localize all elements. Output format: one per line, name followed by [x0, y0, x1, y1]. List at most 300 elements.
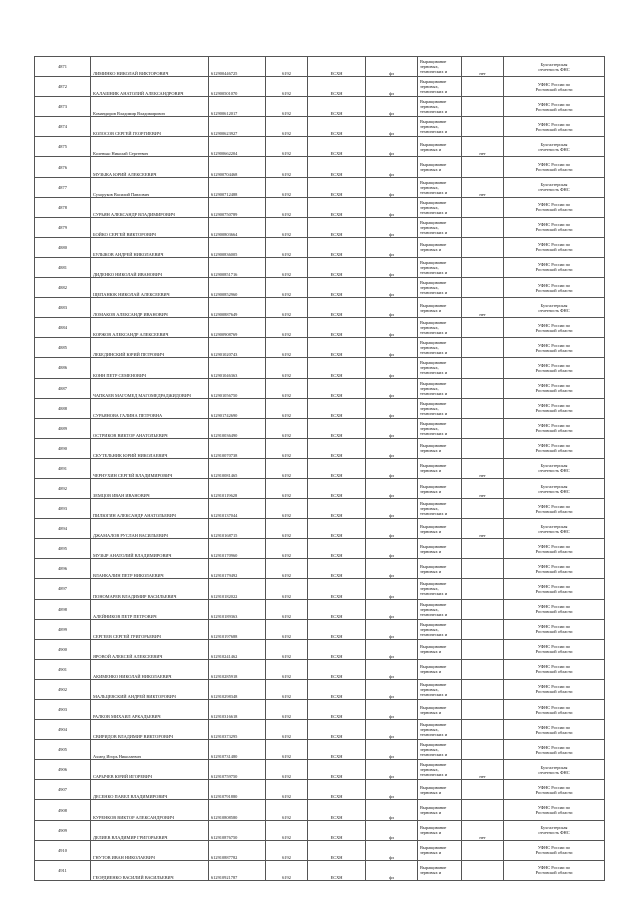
- activity-line: технических и: [420, 430, 448, 436]
- tax-regime: ЕСХН: [308, 499, 366, 519]
- flag-value: [462, 318, 504, 338]
- activity-line: зерновых,: [420, 325, 439, 331]
- source-department: [504, 820, 605, 840]
- tax-office-code: 6192: [266, 117, 308, 137]
- activity-description: [418, 157, 462, 177]
- table-row: [35, 800, 605, 820]
- activity-line: Выращивание: [420, 219, 447, 225]
- department-line: Ростовской области: [535, 126, 573, 132]
- activity-line: технических и: [420, 390, 448, 396]
- source-department: [504, 438, 605, 458]
- taxpayer-inn: 612910808580: [209, 800, 266, 820]
- flag-value: [462, 237, 504, 257]
- table-row: [35, 639, 605, 659]
- taxpayer-inn: 612900908769: [209, 318, 266, 338]
- source-department: [504, 318, 605, 338]
- tax-regime: ЕСХН: [308, 157, 366, 177]
- activity-line: Выращивание: [420, 865, 447, 871]
- activity-line: зерновых,: [420, 727, 439, 733]
- department-line: отчетность ФНС: [538, 468, 570, 474]
- activity-line: Выращивание: [420, 302, 447, 308]
- row-number: 4900: [35, 639, 91, 659]
- taxpayer-name: СВИРИДОВ ВЛАДИМИР ВИКТОРОВИЧ: [91, 720, 209, 740]
- tax-regime: ЕСХН: [308, 679, 366, 699]
- taxpayer-name: СКУТЕЛЬНИК ЮРИЙ НИКОЛАЕВИЧ: [91, 438, 209, 458]
- tax-office-code: 6192: [266, 318, 308, 338]
- row-number: 4893: [35, 499, 91, 519]
- taxpayer-name: КУРЕНКОВ ВИКТОР АЛЕКСАНДРОВИЧ: [91, 800, 209, 820]
- taxpayer-name: ВЛАНКАЛИН ПЕТР НИКОЛАЕВИЧ: [91, 559, 209, 579]
- activity-description: [418, 579, 462, 599]
- source-department: [504, 840, 605, 860]
- taxpayer-name: МУЗЫР АНАТОЛИЙ ВЛАДИМИРОВИЧ: [91, 539, 209, 559]
- tax-regime: ЕСХН: [308, 278, 366, 298]
- activity-description: [418, 720, 462, 740]
- table-row: [35, 720, 605, 740]
- activity-line: зерновых и: [420, 830, 442, 836]
- source-department: [504, 800, 605, 820]
- table-row: [35, 257, 605, 277]
- activity-line: зерновых,: [420, 767, 439, 773]
- department-line: Ростовской области: [535, 347, 573, 353]
- department-line: УФНС России по: [537, 282, 571, 288]
- table-row: [35, 760, 605, 780]
- tax-office-code: 6192: [266, 278, 308, 298]
- department-line: Ростовской области: [535, 749, 573, 755]
- person-kind: фл: [366, 619, 418, 639]
- activity-description: [418, 338, 462, 358]
- department-line: УФНС России по: [537, 202, 571, 208]
- department-line: Ростовской области: [535, 669, 573, 675]
- source-department: [504, 860, 605, 880]
- row-number: 4899: [35, 619, 91, 639]
- source-department: [504, 378, 605, 398]
- taxpayer-inn: 612901020743: [209, 338, 266, 358]
- table-row: [35, 579, 605, 599]
- person-kind: фл: [366, 418, 418, 438]
- activity-description: [418, 77, 462, 97]
- row-number: 4898: [35, 599, 91, 619]
- tax-office-code: 6192: [266, 97, 308, 117]
- taxpayer-inn: 612900712488: [209, 177, 266, 197]
- tax-office-code: 6192: [266, 398, 308, 418]
- activity-line: технических и: [420, 772, 448, 778]
- flag-value: [462, 700, 504, 720]
- source-department: [504, 780, 605, 800]
- tax-office-code: 6192: [266, 257, 308, 277]
- activity-description: [418, 700, 462, 720]
- row-number: 4885: [35, 338, 91, 358]
- activity-line: зерновых и: [420, 528, 442, 534]
- source-department: [504, 740, 605, 760]
- source-department: [504, 117, 605, 137]
- activity-line: технических и: [420, 89, 448, 95]
- activity-line: зерновых,: [420, 64, 439, 70]
- department-line: УФНС России по: [537, 101, 571, 107]
- tax-regime: ЕСХН: [308, 237, 366, 257]
- tax-office-code: 6192: [266, 840, 308, 860]
- row-number: 4886: [35, 358, 91, 378]
- flag-value: [462, 378, 504, 398]
- table-row: [35, 318, 605, 338]
- taxpayer-name: ЧАПКАЕВ МАГОМЕД МАГОМЕДРАДЖИДОВИЧ: [91, 378, 209, 398]
- activity-line: зерновых,: [420, 626, 439, 632]
- tax-regime: ЕСХН: [308, 217, 366, 237]
- tax-regime: ЕСХН: [308, 418, 366, 438]
- department-line: УФНС России по: [537, 121, 571, 127]
- department-line: Ростовской области: [535, 327, 573, 333]
- person-kind: фл: [366, 97, 418, 117]
- table-row: [35, 298, 605, 318]
- table-row: [35, 599, 605, 619]
- activity-description: [418, 679, 462, 699]
- taxpayer-inn: 612900612017: [209, 97, 266, 117]
- activity-description: [418, 278, 462, 298]
- person-kind: фл: [366, 499, 418, 519]
- taxpayer-name: ПОНОМАРЕВ ВЛАДИМИР ВАСИЛЬЕВИЧ: [91, 579, 209, 599]
- source-department: [504, 137, 605, 157]
- department-line: УФНС России по: [537, 403, 571, 409]
- flag-value: [462, 559, 504, 579]
- department-line: УФНС России по: [537, 644, 571, 650]
- person-kind: фл: [366, 438, 418, 458]
- activity-line: Выращивание: [420, 259, 447, 265]
- activity-line: зерновых,: [420, 285, 439, 291]
- taxpayer-inn: 612910876750: [209, 820, 266, 840]
- person-kind: фл: [366, 840, 418, 860]
- department-line: УФНС России по: [537, 784, 571, 790]
- taxpayer-name: ГНУТОВ ИВАН НИКОЛАЕВИЧ: [91, 840, 209, 860]
- taxpayer-name: Коленько Николай Сергеевич: [91, 137, 209, 157]
- person-kind: фл: [366, 740, 418, 760]
- activity-description: [418, 499, 462, 519]
- person-kind: фл: [366, 519, 418, 539]
- tax-office-code: 6192: [266, 760, 308, 780]
- table-row: [35, 539, 605, 559]
- flag-value: [462, 659, 504, 679]
- flag-value: [462, 257, 504, 277]
- source-department: [504, 197, 605, 217]
- taxpayer-inn: 612910081465: [209, 458, 266, 478]
- source-department: [504, 77, 605, 97]
- flag-value: нет: [462, 177, 504, 197]
- activity-line: зерновых,: [420, 184, 439, 190]
- activity-description: [418, 519, 462, 539]
- person-kind: фл: [366, 579, 418, 599]
- registry-table: [34, 56, 605, 881]
- activity-line: Выращивание: [420, 845, 447, 851]
- tax-regime: ЕСХН: [308, 478, 366, 498]
- person-kind: фл: [366, 197, 418, 217]
- activity-line: Выращивание: [420, 681, 447, 687]
- department-line: Ростовской области: [535, 86, 573, 92]
- department-line: Ростовской области: [535, 287, 573, 293]
- table-row: [35, 358, 605, 378]
- table-row: [35, 820, 605, 840]
- activity-description: [418, 559, 462, 579]
- row-number: 4882: [35, 278, 91, 298]
- tax-office-code: 6192: [266, 519, 308, 539]
- department-line: Ростовской области: [535, 548, 573, 554]
- tax-regime: ЕСХН: [308, 338, 366, 358]
- taxpayer-inn: 612910921787: [209, 860, 266, 880]
- row-number: 4895: [35, 539, 91, 559]
- activity-description: [418, 137, 462, 157]
- source-department: [504, 519, 605, 539]
- department-line: Ростовской области: [535, 367, 573, 373]
- tax-office-code: 6192: [266, 197, 308, 217]
- flag-value: [462, 77, 504, 97]
- flag-value: [462, 117, 504, 137]
- table-row: [35, 619, 605, 639]
- activity-line: технических и: [420, 631, 448, 637]
- source-department: [504, 539, 605, 559]
- activity-line: зерновых,: [420, 586, 439, 592]
- taxpayer-name: ЧЕРНУХИН СЕРГЕЙ ВЛАДИМИРОВИЧ: [91, 458, 209, 478]
- source-department: [504, 619, 605, 639]
- activity-line: зерновых,: [420, 84, 439, 90]
- row-number: 4901: [35, 659, 91, 679]
- taxpayer-inn: 612900852960: [209, 278, 266, 298]
- tax-regime: ЕСХН: [308, 97, 366, 117]
- taxpayer-name: ДЕЛИЕВ ВЛАДИМИР ГРИГОРЬЕВИЧ: [91, 820, 209, 840]
- tax-regime: ЕСХН: [308, 579, 366, 599]
- tax-office-code: 6192: [266, 780, 308, 800]
- activity-line: технических и: [420, 290, 448, 296]
- row-number: 4880: [35, 237, 91, 257]
- activity-line: Выращивание: [420, 805, 447, 811]
- activity-line: зерновых и: [420, 548, 442, 554]
- department-line: УФНС России по: [537, 81, 571, 87]
- row-number: 4896: [35, 559, 91, 579]
- activity-description: [418, 318, 462, 338]
- taxpayer-name: ДЕСЕНКО ПАВЕЛ ВЛАДИМИРОВИЧ: [91, 780, 209, 800]
- taxpayer-inn: 612900750789: [209, 197, 266, 217]
- activity-line: технических и: [420, 229, 448, 235]
- department-line: УФНС России по: [537, 322, 571, 328]
- flag-value: [462, 97, 504, 117]
- activity-description: [418, 458, 462, 478]
- tax-regime: ЕСХН: [308, 619, 366, 639]
- activity-line: Выращивание: [420, 523, 447, 529]
- taxpayer-name: ЛИМИНКО НИКОЛАЙ ВИКТОРОВИЧ: [91, 57, 209, 77]
- activity-description: [418, 237, 462, 257]
- flag-value: [462, 499, 504, 519]
- person-kind: фл: [366, 639, 418, 659]
- taxpayer-inn: 612910179492: [209, 559, 266, 579]
- row-number: 4903: [35, 700, 91, 720]
- tax-office-code: 6192: [266, 358, 308, 378]
- row-number: 4873: [35, 97, 91, 117]
- activity-line: зерновых и: [420, 146, 442, 152]
- taxpayer-inn: 612910070738: [209, 438, 266, 458]
- department-line: УФНС России по: [537, 443, 571, 449]
- flag-value: нет: [462, 519, 504, 539]
- activity-line: зерновых,: [420, 365, 439, 371]
- department-line: Ростовской области: [535, 689, 573, 695]
- activity-description: [418, 780, 462, 800]
- document-page: [34, 56, 604, 881]
- source-department: [504, 559, 605, 579]
- activity-line: зерновых,: [420, 224, 439, 230]
- department-line: Ростовской области: [535, 508, 573, 514]
- person-kind: фл: [366, 77, 418, 97]
- taxpayer-name: САРЫЧЕВ ЮРИЙ ИГОРЕВИЧ: [91, 760, 209, 780]
- department-line: Бухгалтерская: [540, 141, 568, 147]
- activity-line: зерновых,: [420, 385, 439, 391]
- tax-regime: ЕСХН: [308, 197, 366, 217]
- row-number: 4888: [35, 398, 91, 418]
- tax-office-code: 6192: [266, 559, 308, 579]
- source-department: [504, 358, 605, 378]
- activity-description: [418, 197, 462, 217]
- source-department: [504, 659, 605, 679]
- person-kind: фл: [366, 338, 418, 358]
- department-line: Бухгалтерская: [540, 523, 568, 529]
- row-number: 4892: [35, 478, 91, 498]
- activity-description: [418, 820, 462, 840]
- tax-regime: ЕСХН: [308, 137, 366, 157]
- activity-line: зерновых и: [420, 649, 442, 655]
- tax-office-code: 6192: [266, 499, 308, 519]
- activity-line: технических и: [420, 209, 448, 215]
- department-line: УФНС России по: [537, 262, 571, 268]
- activity-description: [418, 358, 462, 378]
- person-kind: фл: [366, 820, 418, 840]
- row-number: 4906: [35, 760, 91, 780]
- department-line: отчетность ФНС: [538, 187, 570, 193]
- flag-value: нет: [462, 57, 504, 77]
- department-line: УФНС России по: [537, 242, 571, 248]
- tax-office-code: 6192: [266, 438, 308, 458]
- activity-line: зерновых,: [420, 425, 439, 431]
- table-row: [35, 57, 605, 77]
- person-kind: фл: [366, 539, 418, 559]
- table-body: [35, 57, 605, 881]
- taxpayer-name: СУРЬЯНОВА ГАЛИНА ПЕТРОВНА: [91, 398, 209, 418]
- person-kind: фл: [366, 458, 418, 478]
- activity-line: Выращивание: [420, 79, 447, 85]
- activity-line: Выращивание: [420, 784, 447, 790]
- flag-value: [462, 197, 504, 217]
- activity-description: [418, 740, 462, 760]
- tax-regime: ЕСХН: [308, 318, 366, 338]
- table-row: [35, 398, 605, 418]
- person-kind: фл: [366, 559, 418, 579]
- taxpayer-name: РАЛКОВ МИХАИЛ АРКАДЬЕВИЧ: [91, 700, 209, 720]
- department-line: Ростовской области: [535, 207, 573, 213]
- table-row: [35, 177, 605, 197]
- person-kind: фл: [366, 398, 418, 418]
- flag-value: [462, 639, 504, 659]
- activity-line: технических и: [420, 591, 448, 597]
- tax-office-code: 6192: [266, 700, 308, 720]
- taxpayer-inn: 612901056750: [209, 378, 266, 398]
- taxpayer-name: БОЙКО СЕРГЕЙ ВИКТОРОВИЧ: [91, 217, 209, 237]
- department-line: Ростовской области: [535, 428, 573, 434]
- activity-line: технических и: [420, 511, 448, 517]
- table-row: [35, 860, 605, 880]
- source-department: [504, 298, 605, 318]
- activity-line: Выращивание: [420, 443, 447, 449]
- source-department: [504, 398, 605, 418]
- taxpayer-inn: 612901046363: [209, 358, 266, 378]
- tax-office-code: 6192: [266, 539, 308, 559]
- tax-regime: ЕСХН: [308, 599, 366, 619]
- table-row: [35, 458, 605, 478]
- row-number: 4871: [35, 57, 91, 77]
- activity-description: [418, 117, 462, 137]
- taxpayer-name: ЛЕБЕДИНСКИЙ ЮРИЙ ПЕТРОВИЧ: [91, 338, 209, 358]
- source-department: [504, 338, 605, 358]
- department-line: УФНС России по: [537, 744, 571, 750]
- tax-regime: ЕСХН: [308, 77, 366, 97]
- activity-line: технических и: [420, 410, 448, 416]
- taxpayer-inn: 612900446725: [209, 57, 266, 77]
- source-department: [504, 639, 605, 659]
- activity-line: Выращивание: [420, 722, 447, 728]
- tax-office-code: 6192: [266, 338, 308, 358]
- taxpayer-inn: 612900887649: [209, 298, 266, 318]
- activity-line: зерновых и: [420, 488, 442, 494]
- activity-line: технических и: [420, 350, 448, 356]
- taxpayer-inn: 612900851716: [209, 257, 266, 277]
- flag-value: нет: [462, 137, 504, 157]
- department-line: Ростовской области: [535, 850, 573, 856]
- taxpayer-name: ЗЕМЦОВ ИВАН ИВАНОВИЧ: [91, 478, 209, 498]
- flag-value: [462, 740, 504, 760]
- person-kind: фл: [366, 760, 418, 780]
- taxpayer-inn: 612910373295: [209, 720, 266, 740]
- tax-regime: ЕСХН: [308, 257, 366, 277]
- taxpayer-name: КОРЖОВ АЛЕКСАНДР АЛЕКСЕЕВИЧ: [91, 318, 209, 338]
- flag-value: [462, 338, 504, 358]
- table-row: [35, 137, 605, 157]
- person-kind: фл: [366, 318, 418, 338]
- tax-regime: ЕСХН: [308, 57, 366, 77]
- activity-line: Выращивание: [420, 704, 447, 710]
- table-row: [35, 197, 605, 217]
- source-department: [504, 237, 605, 257]
- activity-description: [418, 760, 462, 780]
- tax-regime: ЕСХН: [308, 700, 366, 720]
- department-line: УФНС России по: [537, 162, 571, 168]
- row-number: 4897: [35, 579, 91, 599]
- taxpayer-name: СУРЬЯН АЛЕКСАНДР ВЛАДИМИРОВИЧ: [91, 197, 209, 217]
- taxpayer-name: Командиров Владимир Владимирович: [91, 97, 209, 117]
- taxpayer-name: АКИМЕНКО НИКОЛАЙ НИКОЛАЕВИЧ: [91, 659, 209, 679]
- tax-office-code: 6192: [266, 599, 308, 619]
- department-line: УФНС России по: [537, 362, 571, 368]
- tax-office-code: 6192: [266, 137, 308, 157]
- activity-line: зерновых и: [420, 669, 442, 675]
- activity-line: Выращивание: [420, 664, 447, 670]
- person-kind: фл: [366, 358, 418, 378]
- flag-value: [462, 157, 504, 177]
- activity-description: [418, 639, 462, 659]
- person-kind: фл: [366, 157, 418, 177]
- activity-line: Выращивание: [420, 99, 447, 105]
- taxpayer-inn: 612900662204: [209, 137, 266, 157]
- department-line: Ростовской области: [535, 789, 573, 795]
- activity-description: [418, 418, 462, 438]
- activity-line: Выращивание: [420, 501, 447, 507]
- row-number: 4890: [35, 438, 91, 458]
- person-kind: фл: [366, 378, 418, 398]
- tax-office-code: 6192: [266, 820, 308, 840]
- activity-line: Выращивание: [420, 320, 447, 326]
- taxpayer-name: ОСТРИКОВ ВИКТОР АНАТОЛЬЕВИЧ: [91, 418, 209, 438]
